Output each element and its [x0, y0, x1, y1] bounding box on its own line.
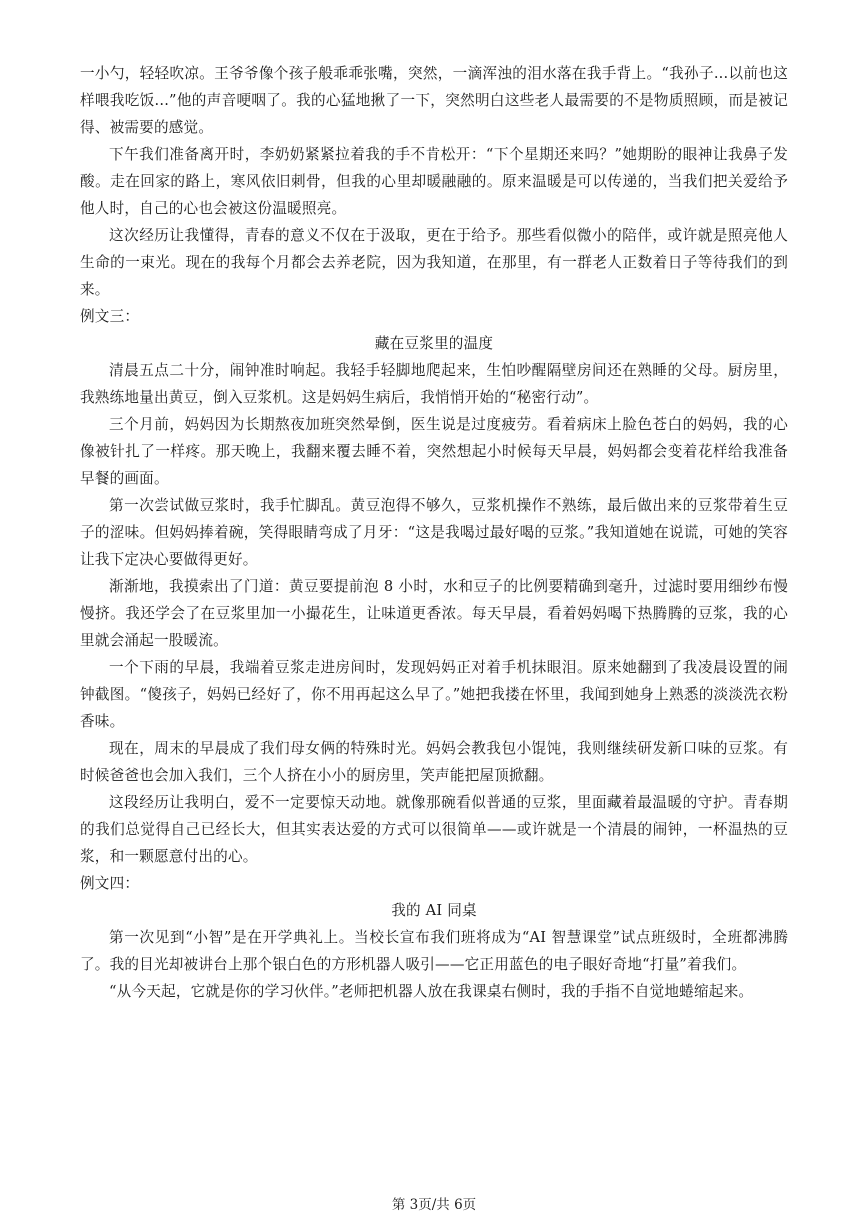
example-label: 例文三：: [80, 308, 140, 325]
paragraph: 这次经历让我懂得，青春的意义不仅在于汲取，更在于给予。那些看似微小的陪伴，或许就是照亮他人生命的一束光。现在的我每个月都会去养老院，因为我知道，在那里，有一群老人正数着日子等待我们的到来。: [80, 227, 788, 298]
paragraph: 一小勺，轻轻吹凉。王爷爷像个孩子般乖乖张嘴，突然，一滴浑浊的泪水落在我手背上。“我孙子...以前也这样喂我吃饭...”他的声音哽咽了。我的心猛地揪了一下，突然明白这些老人最需要的不是物质照顾，而是被记得、被需要的感觉。: [80, 65, 788, 136]
paragraph: 现在，周末的早晨成了我们母女俩的特殊时光。妈妈会教我包小馄饨，我则继续研发新口味的豆浆。有时候爸爸也会加入我们，三个人挤在小小的厨房里，笑声能把屋顶掀翻。: [80, 740, 788, 784]
page-number: 第 3页/共 6页: [391, 1197, 477, 1213]
essay-title: 我的 AI 同桌: [391, 902, 477, 919]
essay-title: 藏在豆浆里的温度: [374, 335, 494, 352]
example-label: 例文四：: [80, 875, 140, 892]
paragraph: 一个下雨的早晨，我端着豆浆走进房间时，发现妈妈正对着手机抹眼泪。原来她翻到了我凌晨设置的闹钟截图。“傻孩子，妈妈已经好了，你不用再起这么早了。”她把我搂在怀里，我闻到她身上熟悉的淡淡洗衣粉香味。: [80, 659, 788, 730]
paragraph: “从今天起，它就是你的学习伙伴。”老师把机器人放在我课桌右侧时，我的手指不自觉地蜷缩起来。: [109, 983, 754, 1000]
paragraph: 下午我们准备离开时，李奶奶紧紧拉着我的手不肯松开：“下个星期还来吗？”她期盼的眼神让我鼻子发酸。走在回家的路上，寒风依旧刺骨，但我的心里却暖融融的。原来温暖是可以传递的，当我们把关爱给予他人时，自己的心也会被这份温暖照亮。: [80, 146, 788, 217]
document-body: [80, 60, 788, 1005]
paragraph: 第一次见到“小智”是在开学典礼上。当校长宣布我们班将成为“AI 智慧课堂”试点班级时，全班都沸腾了。我的目光却被讲台上那个银白色的方形机器人吸引——它正用蓝色的电子眼好奇地“打量”着我们。: [80, 929, 788, 973]
paragraph: 第一次尝试做豆浆时，我手忙脚乱。黄豆泡得不够久，豆浆机操作不熟练，最后做出来的豆浆带着生豆子的涩味。但妈妈捧着碗，笑得眼睛弯成了月牙：“这是我喝过最好喝的豆浆。”我知道她在说谎，可她的笑容让我下定决心要做得更好。: [80, 497, 788, 568]
paragraph: 这段经历让我明白，爱不一定要惊天动地。就像那碗看似普通的豆浆，里面藏着最温暖的守护。青春期的我们总觉得自己已经长大，但其实表达爱的方式可以很简单——或许就是一个清晨的闹钟，一杯温热的豆浆，和一颗愿意付出的心。: [80, 794, 788, 865]
paragraph: 清晨五点二十分，闹钟准时响起。我轻手轻脚地爬起来，生怕吵醒隔壁房间还在熟睡的父母。厨房里，我熟练地量出黄豆，倒入豆浆机。这是妈妈生病后，我悄悄开始的“秘密行动”。: [80, 362, 788, 406]
paragraph: 三个月前，妈妈因为长期熬夜加班突然晕倒，医生说是过度疲劳。看着病床上脸色苍白的妈妈，我的心像被针扎了一样疼。那天晚上，我翻来覆去睡不着，突然想起小时候每天早晨，妈妈都会变着花样给我准备早餐的画面。: [80, 416, 788, 487]
paragraph: 渐渐地，我摸索出了门道：黄豆要提前泡 8 小时，水和豆子的比例要精确到毫升，过滤时要用细纱布慢慢挤。我还学会了在豆浆里加一小撮花生，让味道更香浓。每天早晨，看着妈妈喝下热腾腾的豆浆，我的心里就会涌起一股暖流。: [80, 578, 788, 649]
